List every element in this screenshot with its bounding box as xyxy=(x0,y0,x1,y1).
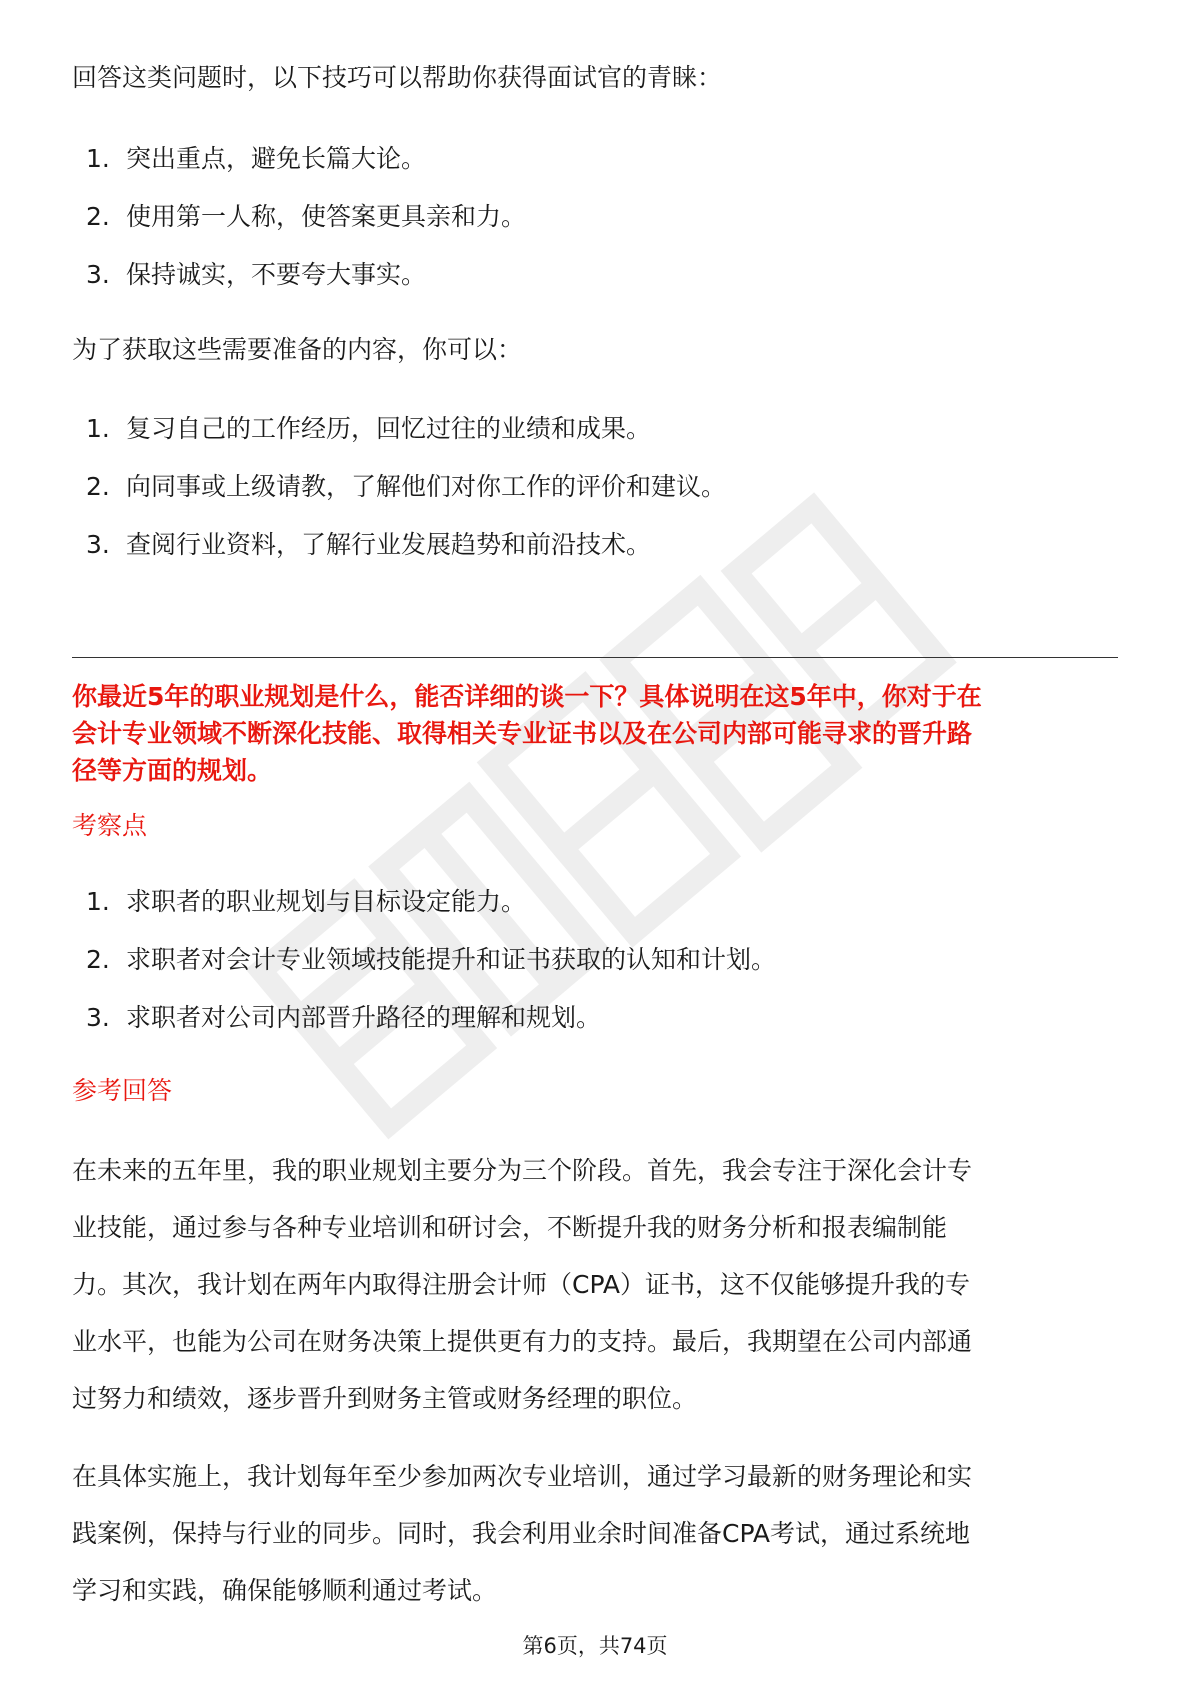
list-item xyxy=(72,989,1118,1047)
tips-section xyxy=(72,58,1118,98)
assessment-heading-wrap xyxy=(72,808,1118,844)
answer-line: 业水平，也能为公司在财务决策上提供更有力的支持。最后，我期望在公司内部通 xyxy=(72,1327,973,1356)
tips-intro: 回答这类问题时，以下技巧可以帮助你获得面试官的青睐： xyxy=(72,63,723,92)
tips-list xyxy=(72,130,1118,304)
list-number: 1. xyxy=(86,414,110,443)
prep-list-wrap xyxy=(72,400,1118,574)
reference-heading: 参考回答 xyxy=(72,1076,173,1105)
answer-line: 在具体实施上，我计划每年至少参加两次专业培训，通过学习最新的财务理论和实 xyxy=(72,1462,973,1491)
page-number: 第6页，共74页 xyxy=(522,1634,668,1658)
question-line: 径等方面的规划。 xyxy=(72,756,273,785)
answer-line: 力。其次，我计划在两年内取得注册会计师（CPA）证书，这不仅能够提升我的专 xyxy=(72,1270,971,1299)
list-number: 3. xyxy=(86,1003,110,1032)
list-number: 2. xyxy=(86,945,110,974)
list-item xyxy=(72,130,1118,188)
tips-list-wrap xyxy=(72,130,1118,304)
answer-line: 学习和实践，确保能够顺利通过考试。 xyxy=(72,1576,498,1605)
list-text: 突出重点，避免长篇大论。 xyxy=(126,144,427,173)
list-text: 保持诚实，不要夸大事实。 xyxy=(126,260,427,289)
list-text: 求职者对会计专业领域技能提升和证书获取的认知和计划。 xyxy=(126,945,777,974)
question-line: 你最近5年的职业规划是什么，能否详细的谈一下？具体说明在这5年中，你对于在 xyxy=(72,682,982,711)
list-item xyxy=(72,516,1118,574)
assessment-list xyxy=(72,873,1118,1047)
list-number: 2. xyxy=(86,202,110,231)
question-line: 会计专业领域不断深化技能、取得相关专业证书以及在公司内部可能寻求的晋升路 xyxy=(72,719,973,748)
list-text: 求职者对公司内部晋升路径的理解和规划。 xyxy=(126,1003,602,1032)
list-item xyxy=(72,931,1118,989)
list-item xyxy=(72,458,1118,516)
list-item xyxy=(72,400,1118,458)
list-text: 复习自己的工作经历，回忆过往的业绩和成果。 xyxy=(126,414,652,443)
list-text: 求职者的职业规划与目标设定能力。 xyxy=(126,887,527,916)
prep-intro: 为了获取这些需要准备的内容，你可以： xyxy=(72,335,523,364)
list-number: 3. xyxy=(86,260,110,289)
reference-paragraph-1 xyxy=(72,1142,1118,1427)
list-number: 1. xyxy=(86,887,110,916)
reference-heading-wrap xyxy=(72,1073,1118,1109)
section-divider xyxy=(72,657,1118,658)
list-number: 3. xyxy=(86,530,110,559)
list-text: 查阅行业资料，了解行业发展趋势和前沿技术。 xyxy=(126,530,652,559)
assessment-heading: 考察点 xyxy=(72,811,148,840)
list-number: 1. xyxy=(86,144,110,173)
question-block xyxy=(72,678,1118,789)
assessment-list-wrap xyxy=(72,873,1118,1047)
answer-line: 践案例，保持与行业的同步。同时，我会利用业余时间准备CPA考试，通过系统地 xyxy=(72,1519,971,1548)
list-number: 2. xyxy=(86,472,110,501)
list-text: 向同事或上级请教，了解他们对你工作的评价和建议。 xyxy=(126,472,727,501)
list-item xyxy=(72,246,1118,304)
prep-list xyxy=(72,400,1118,574)
prep-section xyxy=(72,330,1118,370)
answer-line: 业技能，通过参与各种专业培训和研讨会，不断提升我的财务分析和报表编制能 xyxy=(72,1213,948,1242)
list-item xyxy=(72,188,1118,246)
reference-paragraph-2 xyxy=(72,1448,1118,1619)
answer-line: 过努力和绩效，逐步晋升到财务主管或财务经理的职位。 xyxy=(72,1384,698,1413)
list-text: 使用第一人称，使答案更具亲和力。 xyxy=(126,202,527,231)
answer-line: 在未来的五年里，我的职业规划主要分为三个阶段。首先，我会专注于深化会计专 xyxy=(72,1156,973,1185)
list-item xyxy=(72,873,1118,931)
